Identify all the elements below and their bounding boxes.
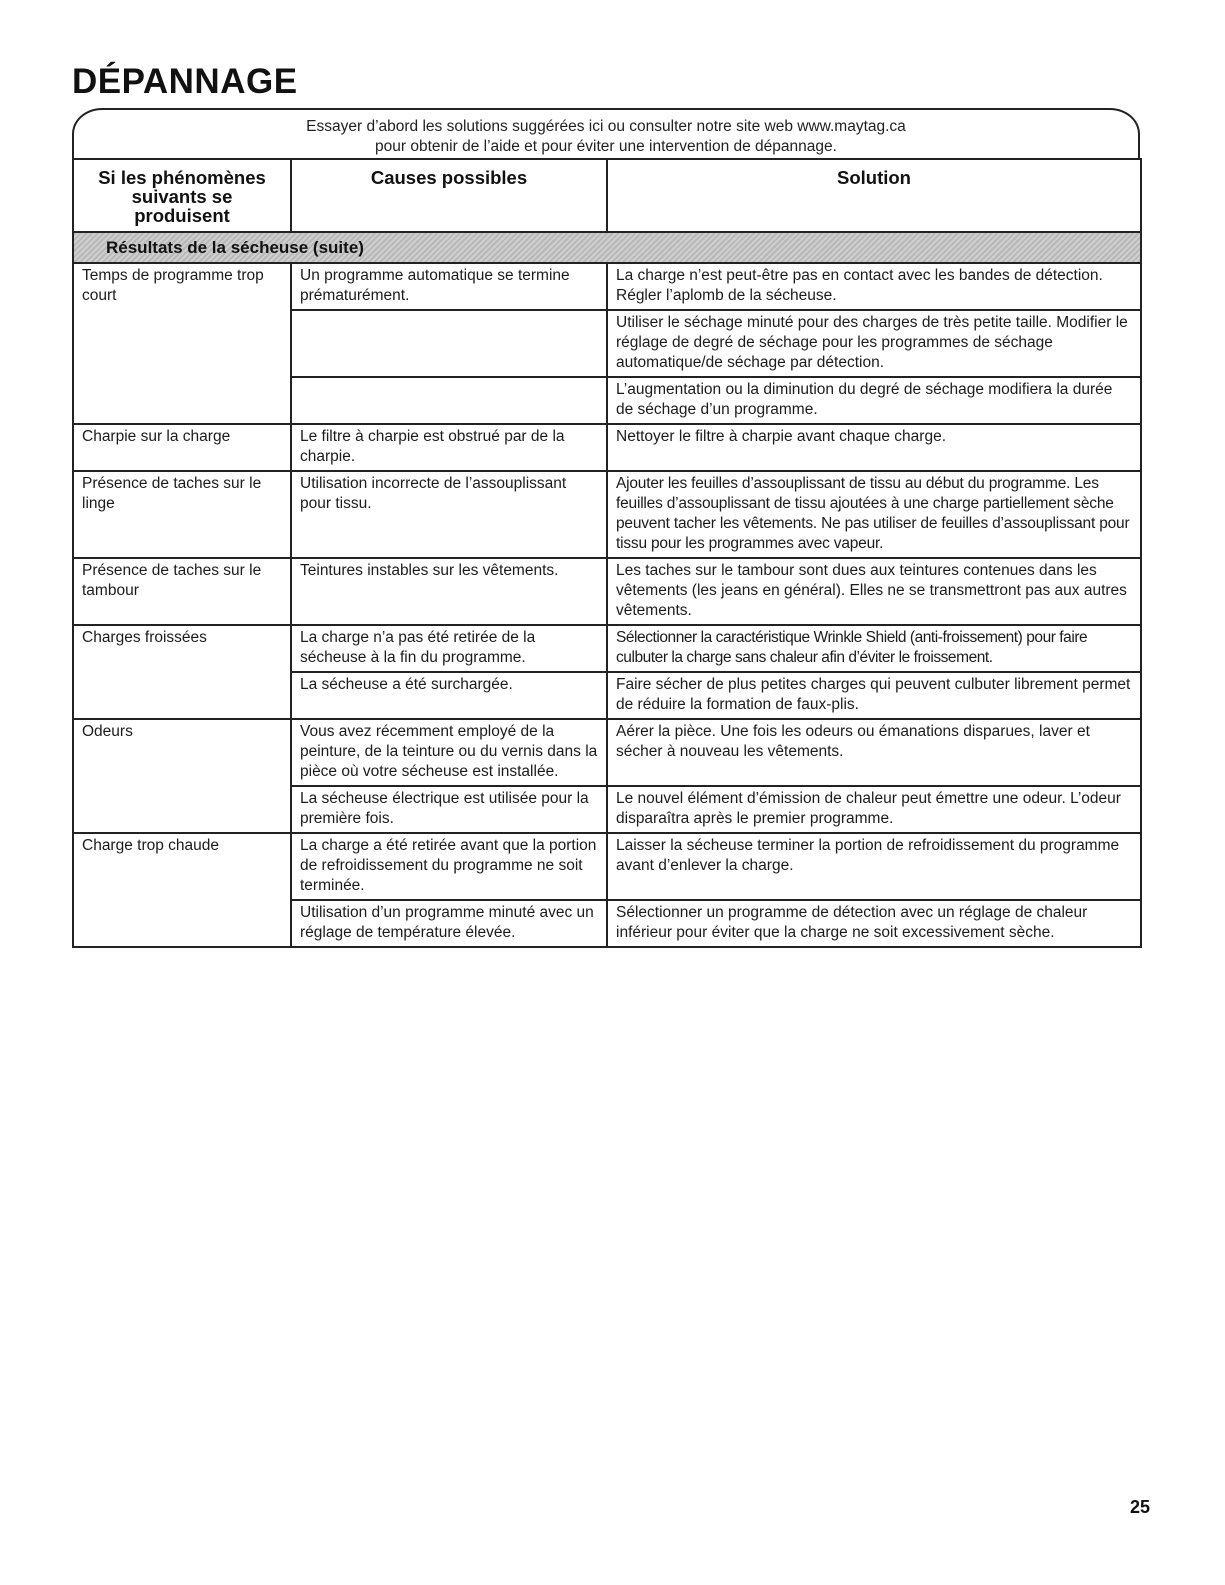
phenomenon-cell: Odeurs (73, 719, 291, 833)
header-causes: Causes possibles (291, 159, 607, 232)
table-row (73, 625, 1141, 672)
cause-cell: La charge n’a pas été retirée de la sécheuse à la fin du programme. (291, 625, 607, 672)
solution-cell: L’augmentation ou la diminution du degré de séchage modifiera la durée de séchage d’un programme. (607, 377, 1141, 424)
cause-cell: La charge a été retirée avant que la portion de refroidissement du programme ne soit terminée. (291, 833, 607, 900)
cause-cell: La sécheuse électrique est utilisée pour la première fois. (291, 786, 607, 833)
table-row (73, 833, 1141, 900)
solution-cell: Faire sécher de plus petites charges qui peuvent culbuter librement permet de réduire la formation de faux-plis. (607, 672, 1141, 719)
header-phenomenon: Si les phénomènes suivants se produisent (73, 159, 291, 232)
solution-cell: Le nouvel élément d’émission de chaleur peut émettre une odeur. L’odeur disparaîtra après le premier programme. (607, 786, 1141, 833)
solution-cell: Utiliser le séchage minuté pour des charges de très petite taille. Modifier le réglage de degré de séchage pour les programmes de séchage automatique/de séchage par détection. (607, 310, 1141, 377)
phenomenon-cell: Temps de programme trop court (73, 263, 291, 424)
cause-cell (291, 377, 607, 424)
cause-cell: Utilisation incorrecte de l’assouplissant pour tissu. (291, 471, 607, 558)
phenomenon-cell: Présence de taches sur le linge (73, 471, 291, 558)
section-title: Résultats de la sécheuse (suite) (73, 232, 1141, 263)
intro-line-1: Essayer d’abord les solutions suggérées ici ou consulter notre site web www.maytag.ca (306, 118, 906, 135)
solution-cell: Sélectionner la caractéristique Wrinkle Shield (anti-froissement) pour faire culbuter la charge sans chaleur afin d’éviter le froissement. (607, 625, 1141, 672)
cause-cell: La sécheuse a été surchargée. (291, 672, 607, 719)
cause-cell: Vous avez récemment employé de la peinture, de la teinture ou du vernis dans la pièce où votre sécheuse est installée. (291, 719, 607, 786)
table-row (73, 719, 1141, 786)
table-row (73, 471, 1141, 558)
page-number: 25 (1129, 1497, 1150, 1517)
cause-cell: Utilisation d’un programme minuté avec un réglage de température élevée. (291, 900, 607, 947)
section-row (73, 232, 1141, 263)
solution-cell: Sélectionner un programme de détection avec un réglage de chaleur inférieur pour éviter que la charge ne soit excessivement sèche. (607, 900, 1141, 947)
table-row (73, 263, 1141, 310)
solution-cell: La charge n’est peut-être pas en contact avec les bandes de détection. Régler l’aplomb de la sécheuse. (607, 263, 1141, 310)
phenomenon-cell: Charge trop chaude (73, 833, 291, 947)
troubleshooting-table (72, 158, 1142, 948)
phenomenon-cell: Présence de taches sur le tambour (73, 558, 291, 625)
cause-cell (291, 310, 607, 377)
solution-cell: Nettoyer le filtre à charpie avant chaque charge. (607, 424, 1141, 471)
table-row (73, 424, 1141, 471)
intro-line-2: pour obtenir de l’aide et pour éviter une intervention de dépannage. (375, 138, 837, 155)
header-solution: Solution (607, 159, 1141, 232)
cause-cell: Un programme automatique se termine prématurément. (291, 263, 607, 310)
solution-cell: Ajouter les feuilles d’assouplissant de tissu au début du programme. Les feuilles d’assouplissant de tissu ajoutées à une charge partiellement sèche peuvent tacher les vêtements. Ne pas utiliser de feuilles d’assouplissant pour tissu pour les programmes avec vapeur. (607, 471, 1141, 558)
cause-cell: Le filtre à charpie est obstrué par de la charpie. (291, 424, 607, 471)
table-header-row (73, 159, 1141, 232)
page-title: DÉPANNAGE (72, 62, 298, 101)
solution-cell: Les taches sur le tambour sont dues aux teintures contenues dans les vêtements (les jeans en général). Elles ne se transmettront pas aux autres vêtements. (607, 558, 1141, 625)
solution-cell: Laisser la sécheuse terminer la portion de refroidissement du programme avant d’enlever la charge. (607, 833, 1141, 900)
cause-cell: Teintures instables sur les vêtements. (291, 558, 607, 625)
phenomenon-cell: Charpie sur la charge (73, 424, 291, 471)
phenomenon-cell: Charges froissées (73, 625, 291, 719)
intro-text (72, 117, 1140, 157)
solution-cell: Aérer la pièce. Une fois les odeurs ou émanations disparues, laver et sécher à nouveau les vêtements. (607, 719, 1141, 786)
table-row (73, 558, 1141, 625)
